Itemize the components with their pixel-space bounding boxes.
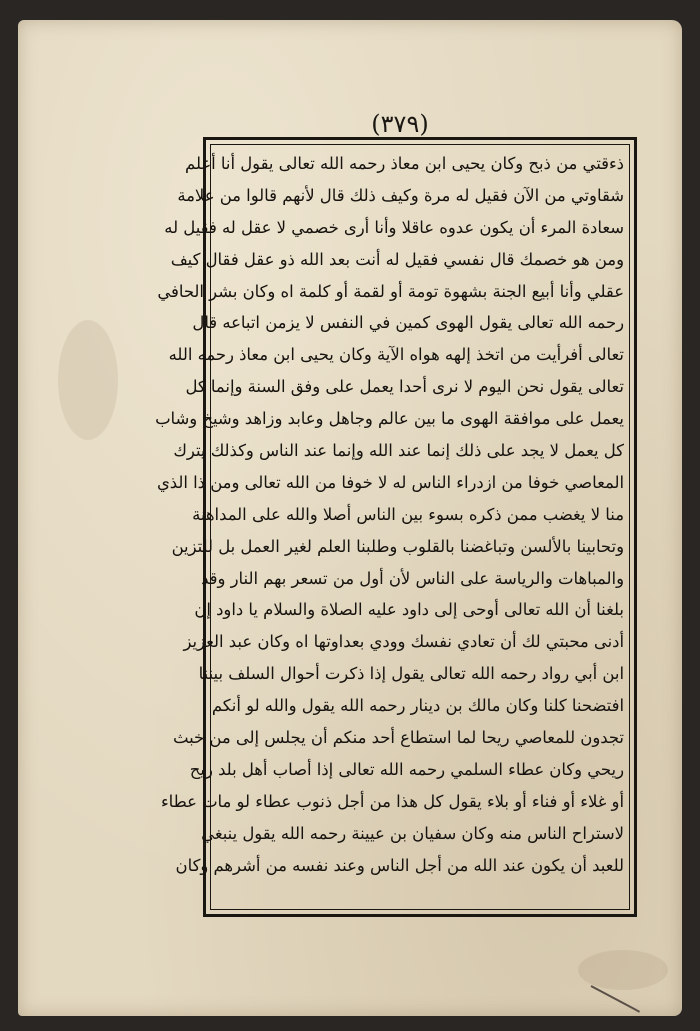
text-line: كل يعمل لا يجد على ذلك إنما عند الله وإنما عند الناس وكذلك يترك xyxy=(173,441,624,461)
page-number: (٣٧٩) xyxy=(371,110,429,138)
text-line: بلغنا أن الله تعالى أوحى إلى داود عليه الصلاة والسلام يا داود إن xyxy=(194,600,624,620)
text-line: ريحي وكان عطاء السلمي رحمه الله تعالى إذا أصاب أهل بلد ريح xyxy=(189,759,624,779)
text-line: تجدون للمعاصي ريحا لما استطاع أحد منكم أن يجلس إلى من خبث xyxy=(172,728,624,748)
text-frame xyxy=(155,137,637,917)
text-line: المعاصي خوفا من ازدراء الناس له لا خوفا من الله تعالى ومن ذا الذي xyxy=(156,472,624,492)
text-line: رحمه الله تعالى يقول الهوى كمين في النفس لا يزمن اتباعه قال xyxy=(192,313,624,333)
text-line: ابن أبي رواد رحمه الله تعالى يقول إذا ذكرت أحوال السلف بيننا xyxy=(198,664,624,684)
text-line: لاستراح الناس منه وكان سفيان بن عيينة رحمه الله يقول ينبغي xyxy=(201,823,624,843)
text-line: تعالى يقول نحن اليوم لا نرى أحدا يعمل على وفق السنة وإنما كل xyxy=(185,377,624,397)
paper-stain xyxy=(58,320,118,440)
text-line: عقلي وأنا أبيع الجنة بشهوة تومة أو لقمة أو كلمة اه وكان بشر الحافي xyxy=(157,281,624,301)
text-line: ذءقتي من ذبح وكان يحيى ابن معاذ رحمه الله تعالى يقول أنا أعلم xyxy=(185,154,624,173)
text-line: سعادة المرء أن يكون عدوه عاقلا وأنا أرى خصمي لا عقل له فقيل له xyxy=(164,217,624,237)
text-line: يعمل على موافقة الهوى ما بين عالم وجاهل وعابد وزاهد وشيخ وشاب xyxy=(155,409,624,429)
body-text xyxy=(155,148,624,906)
text-line: والمباهات والرياسة على الناس لأن أول من تسعر بهم النار وقد xyxy=(201,568,624,588)
text-line: أو غلاء أو فناء أو بلاء يقول كل هذا من أجل ذنوب عطاء لو مات عطاء xyxy=(160,791,624,811)
text-line: أدنى محبتي لك أن تعادي نفسك وودي بعداوتها اه وكان عبد العزيز xyxy=(183,632,624,652)
text-line: وتحابينا بالألسن وتباغضنا بالقلوب وطلبنا العلم لغير العمل بل للتزين xyxy=(171,536,624,556)
text-line: ومن هو خصمك قال نفسي فقيل له أنت بعد الله ذو عقل فقال كيف xyxy=(170,249,624,269)
text-line: تعالى أفرأيت من اتخذ إلهه هواه الآية وكان يحيى ابن معاذ رحمه الله xyxy=(168,345,624,365)
text-line: شقاوتي من الآن فقيل له مرة وكيف ذلك قال لأنهم قالوا من علامة xyxy=(177,185,624,205)
text-line: افتضحنا كلنا وكان مالك بن دينار رحمه الله يقول والله لو أنكم xyxy=(211,696,624,716)
paper-stain xyxy=(578,950,668,990)
text-line: للعبد أن يكون عند الله من أجل الناس وعند نفسه من أشرهم وكان xyxy=(175,855,624,875)
text-line: منا لا يغضب ممن ذكره بسوء بين الناس أصلا والله على المداهنة xyxy=(192,504,624,524)
